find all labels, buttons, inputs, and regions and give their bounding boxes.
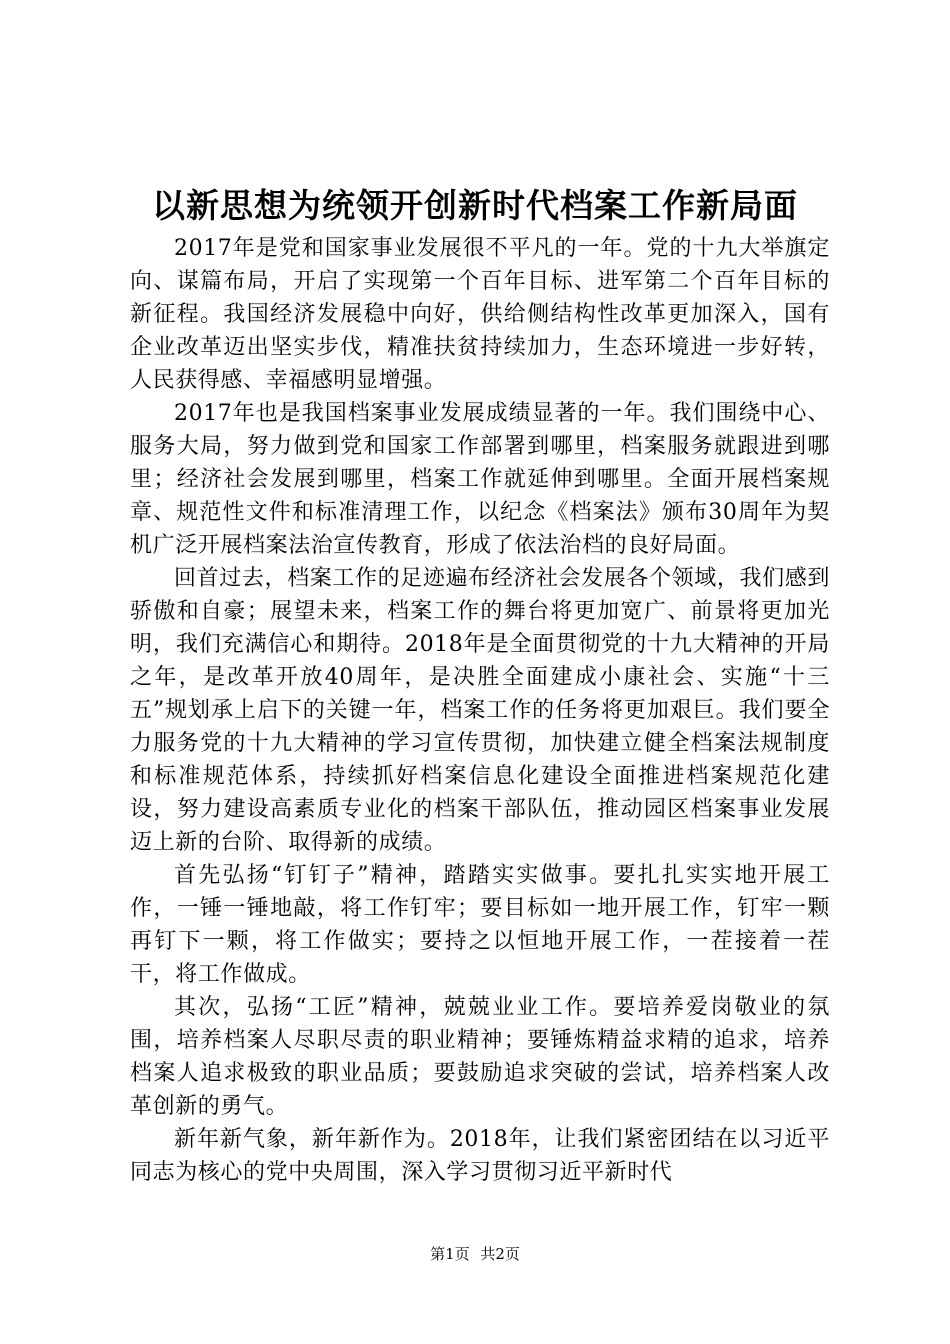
page-number-current: 第1页 [430,1245,470,1263]
paragraph: 新年新气象，新年新作为。2018年，让我们紧密团结在以习近平同志为核心的党中央周围，深入学习贯彻习近平新时代 [130,1127,830,1185]
paragraph: 2017年也是我国档案事业发展成绩显著的一年。我们围绕中心、服务大局，努力做到党和国家工作部署到哪里，档案服务就跟进到哪里；经济社会发展到哪里，档案工作就延伸到哪里。全面开展档案规章、规范性文件和标准清理工作，以纪念《档案法》颁布30周年为契机广泛开展档案法治宣传教育，形成了依法治档的良好局面。 [130,401,830,558]
paragraph: 首先弘扬“钉钉子”精神，踏踏实实做事。要扎扎实实地开展工作，一锤一锤地敲，将工作钉牢；要目标如一地开展工作，钉牢一颗再钉下一颗，将工作做实；要持之以恒地开展工作，一茬接着一茬干，将工作做成。 [130,863,830,987]
paragraph: 2017年是党和国家事业发展很不平凡的一年。党的十九大举旗定向、谋篇布局，开启了实现第一个百年目标、进军第二个百年目标的新征程。我国经济发展稳中向好，供给侧结构性改革更加深入，国有企业改革迈出坚实步伐，精准扶贫持续加力，生态环境进一步好转，人民获得感、幸福感明显增强。 [130,236,830,393]
page-number-total: 共2页 [480,1245,520,1263]
document-title: 以新思想为统领开创新时代档案工作新局面 [152,186,798,225]
paragraph: 其次，弘扬“工匠”精神，兢兢业业工作。要培养爱岗敬业的氛围，培养档案人尽职尽责的职业精神；要锤炼精益求精的追求，培养档案人追求极致的职业品质；要鼓励追求突破的尝试，培养档案人改革创新的勇气。 [130,995,830,1119]
page-footer [0,1244,950,1264]
paragraph: 回首过去，档案工作的足迹遍布经济社会发展各个领域，我们感到骄傲和自豪；展望未来，档案工作的舞台将更加宽广、前景将更加光明，我们充满信心和期待。2018年是全面贯彻党的十九大精神的开局之年，是改革开放40周年，是决胜全面建成小康社会、实施“十三五”规划承上启下的关键一年，档案工作的任务将更加艰巨。我们要全力服务党的十九大精神的学习宣传贯彻，加快建立健全档案法规制度和标准规范体系，持续抓好档案信息化建设全面推进档案规范化建设，努力建设高素质专业化的档案干部队伍，推动园区档案事业发展迈上新的台阶、取得新的成绩。 [130,566,830,855]
document-body [130,232,830,1189]
